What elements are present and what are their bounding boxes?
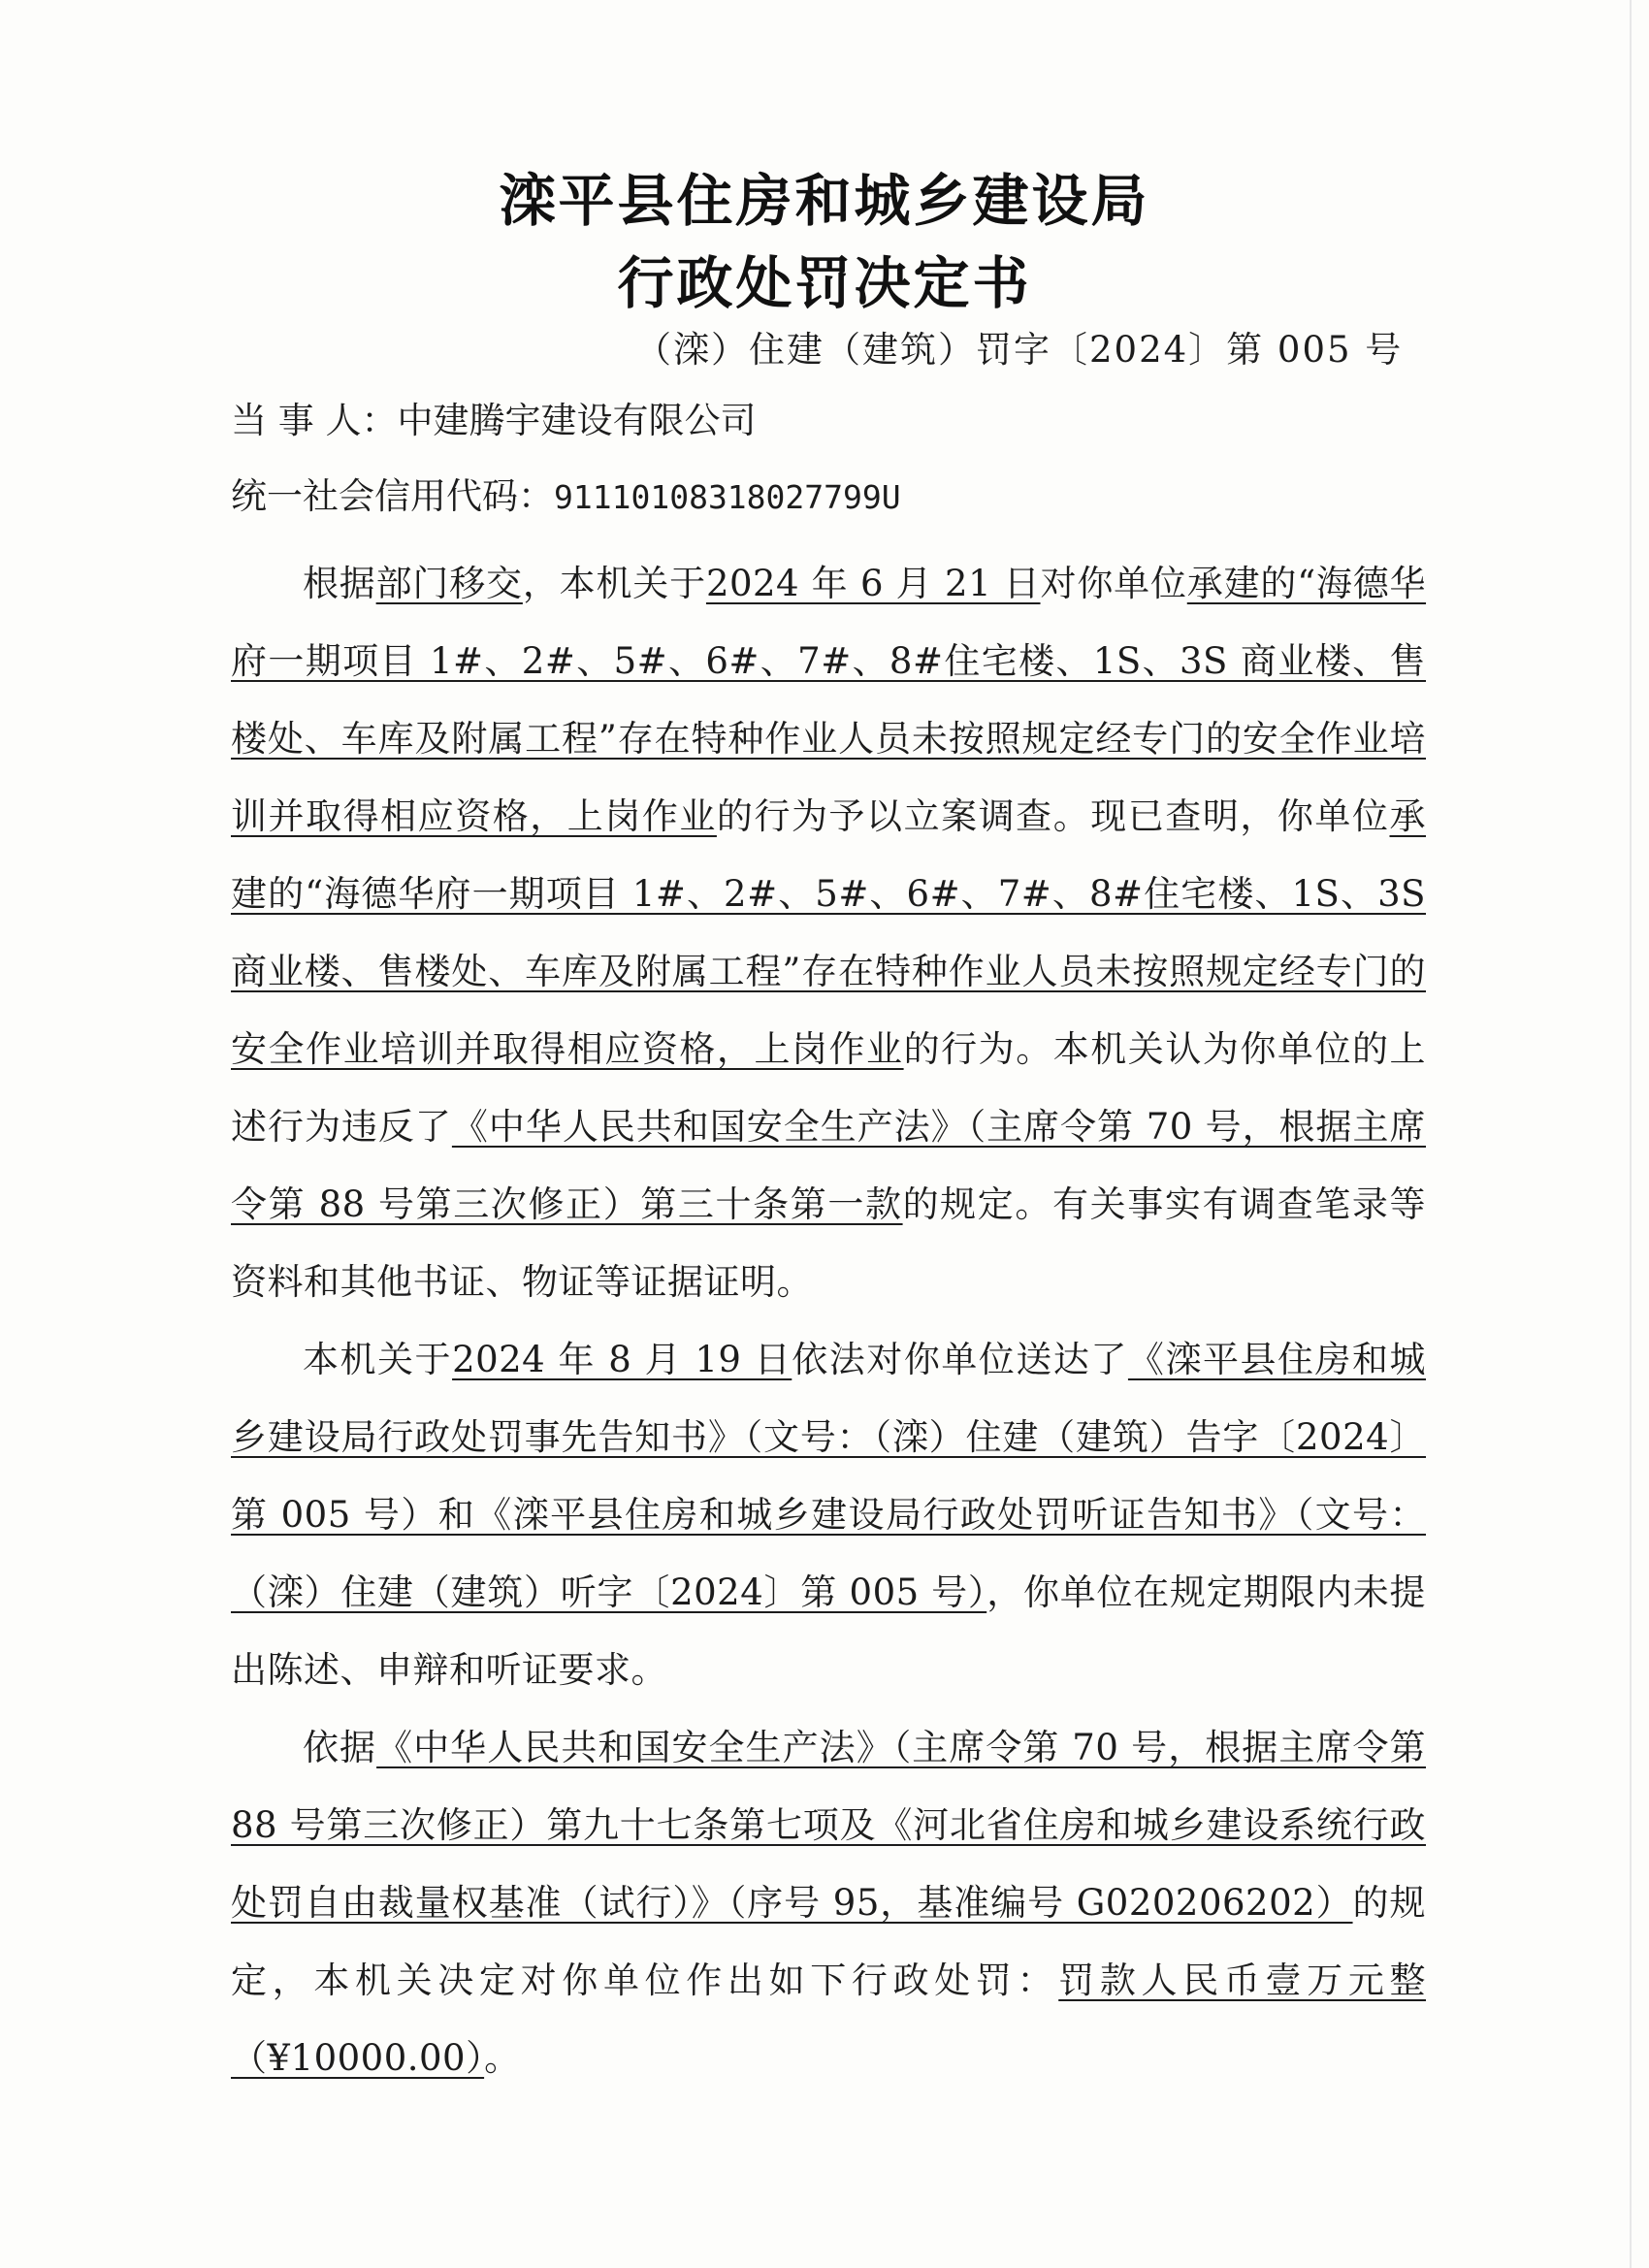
party-name: 中建腾宇建设有限公司 [397,400,757,441]
legal-basis: 《中华人民共和国安全生产法》（主席令第 70 号，根据主席令第 88 号第三次修正）第九十七条第七项及《河北省住房和城乡建设系统行政处罚自由裁量权基准（试行）》（序号 95，基准编号 G020206202） [231,1727,1426,1924]
text: ，你单位在规定期限内未提出陈述、申辩和听证要求。 [231,1571,1427,1691]
party-label: 当 事 人： [231,400,398,441]
filing-date: 2024 年 6 月 21 日 [705,563,1041,604]
text: 的行为予以立案调查。现已查明，你单位 [716,795,1390,837]
penalty-amount: 罚款人民币壹万元整（¥10000.00） [231,1960,1427,2079]
finding-description: 承建的“海德华府一期项目 1#、2#、5#、6#、7#、8#住宅楼、1S、3S 商业楼、售楼处、车库及附属工程”存在特种作业人员未按照规定经专门的安全作业培训并取得相应资格，上岗作业 [231,795,1427,1070]
text: 依法对你单位送达了 [792,1339,1128,1380]
credit-code-label: 统一社会信用代码： [231,475,554,517]
decision-body [231,545,1426,2097]
text: 的行为。本机关认为你单位的上述行为违反了 [231,1028,1427,1148]
notice-date: 2024 年 8 月 19 日 [452,1339,792,1380]
text: 的规定，本机关决定对你单位作出如下行政处罚： [231,1882,1426,2001]
document-subtitle: 行政处罚决定书 [617,250,1032,316]
notice-documents: 《滦平县住房和城乡建设局行政处罚事先告知书》（文号：（滦）住建（建筑）告字〔2024〕第 005 号）和《滦平县住房和城乡建设局行政处罚听证告知书》（文号：（滦）住建（建筑）听字〔2024〕第 005 号） [231,1339,1427,1613]
text: 的规定。有关事实有调查笔录等资料和其他书证、物证等证据证明。 [231,1183,1426,1303]
case-source: 部门移交 [375,563,523,604]
text: 对你单位 [1040,563,1187,604]
text: 根据 [303,563,376,604]
text: ，本机关于 [522,563,706,604]
credit-code-line [231,471,901,523]
violated-law: 《中华人民共和国安全生产法》（主席令第 70 号，根据主席令第 88 号第三次修正）第三十条第一款 [231,1106,1426,1225]
paragraph-notice [231,1321,1426,1709]
violation-description: 承建的“海德华府一期项目 1#、2#、5#、6#、7#、8#住宅楼、1S、3S 商业楼、售楼处、车库及附属工程”存在特种作业人员未按照规定经专门的安全作业培训并取得相应资格，上岗作业 [231,563,1427,837]
paragraph-facts [231,545,1426,1321]
credit-code: 91110108318027799U [554,478,901,516]
text: 。 [484,2037,521,2079]
document-title: 滦平县住房和城乡建设局 [499,168,1150,234]
scan-edge [1630,0,1632,2268]
paragraph-decision [231,1709,1426,2097]
party-line [231,396,757,446]
text: 依据 [303,1727,377,1768]
document-number: （滦）住建（建筑）罚字〔2024〕第 005 号 [635,329,1404,371]
text: 本机关于 [303,1339,453,1380]
